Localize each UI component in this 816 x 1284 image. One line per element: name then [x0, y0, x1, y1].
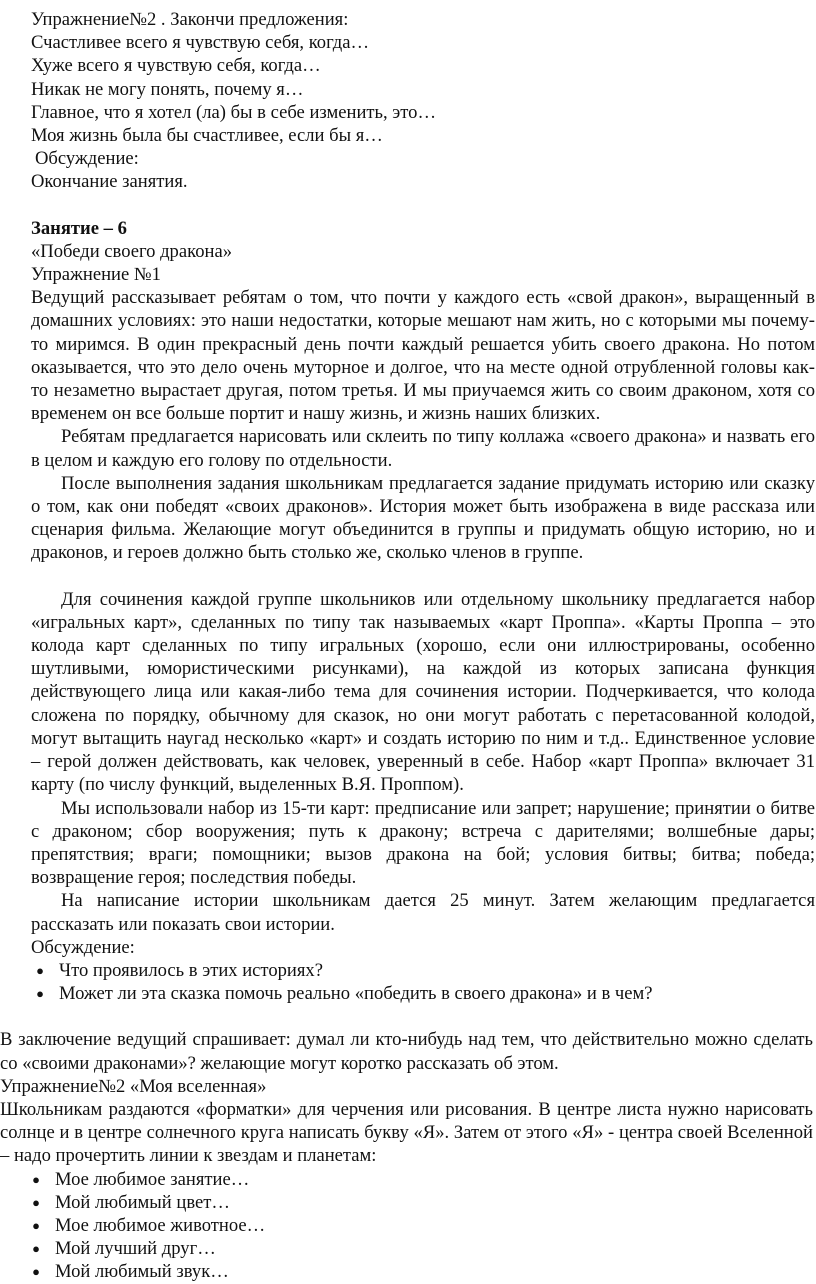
universe-items-list — [27, 1168, 813, 1284]
sentence-line: Никак не могу понять, почему я… — [31, 78, 304, 100]
exercise2-my-universe-header: Упражнение№2 «Моя вселенная» — [0, 1075, 267, 1097]
spacer — [0, 1005, 816, 1028]
list-item-text: Может ли эта сказка помочь реально «победить в своего дракона» и в чем? — [59, 983, 653, 1005]
list-item — [31, 982, 815, 1005]
document-page — [0, 8, 816, 1284]
sentence-line: Моя жизнь была бы счастливее, если бы я… — [31, 125, 383, 147]
exercise1-header: Упражнение №1 — [31, 264, 161, 286]
discussion-label: Обсуждение: — [35, 148, 139, 170]
bullet-icon: ● — [32, 1217, 40, 1233]
spacer — [31, 194, 815, 217]
discussion-questions-list — [31, 959, 815, 1005]
bullet-icon: ● — [32, 1194, 40, 1210]
bullet-icon: ● — [36, 962, 44, 978]
paragraph-time-limit: На написание истории школьникам дается 25 минут. Затем желающим предлагается рассказать или показать свои истории. — [31, 890, 815, 935]
exercise2-header: Упражнение№2 . Закончи предложения: — [31, 9, 349, 30]
list-item — [27, 1260, 813, 1283]
paragraph-story-task: После выполнения задания школьникам предлагается задание придумать историю или сказку о том, как они победят «своих драконов». История может быть изображена в виде рассказа или сценария фильма. Желающие могут объединится в группы и придумать общую историю, но и драконов, и героев должно быть столько же, сколько членов в группе. — [31, 472, 815, 564]
list-item — [27, 1168, 813, 1191]
list-item — [27, 1191, 813, 1214]
list-item-text: Мой лучший друг… — [55, 1238, 216, 1260]
paragraph-draw-dragon: Ребятам предлагается нарисовать или склеить по типу коллажа «своего дракона» и назвать его в целом и каждую его голову по отдельности. — [31, 426, 815, 471]
sentence-line: Хуже всего я чувствую себя, когда… — [31, 55, 321, 77]
list-item-text: Что проявилось в этих историях? — [59, 959, 323, 981]
list-item — [27, 1214, 813, 1237]
discussion-label: Обсуждение: — [31, 936, 135, 958]
list-item-text: Мое любимое занятие… — [55, 1168, 250, 1190]
paragraph-propp-cards: Для сочинения каждой группе школьников или отдельному школьнику предлагается набор «игральных карт», сделанных по типу так называемых «карт Проппа». «Карты Проппа – это колода карт сделанных по типу игральных (хорошо, если они иллюстрированы, особенно шутливыми, юмористическими рисунками), на каждой из которых записана функция действующего лица или какая-либо тема для сочинения истории. Подчеркивается, что колода сложена по порядку, обычному для сказок, но они могут работать с перетасованной колодой, могут вытащить наугад несколько «карт» и создать историю по ним и т.д.. Единственное условие – герой должен действовать, как человек, уверенный в себе. Набор «карт Проппа» включает 31 карту (по числу функций, выделенных В.Я. Проппом). — [31, 588, 815, 796]
list-item-text: Мой любимый звук… — [55, 1261, 229, 1283]
bullet-icon: ● — [36, 986, 44, 1002]
section-conclusion — [0, 1028, 813, 1283]
paragraph-conclusion: В заключение ведущий спрашивает: думал ли кто-нибудь над тем, что действительно можно сделать со «своими драконами»? желающие могут коротко рассказать об этом. — [0, 1029, 813, 1074]
paragraph-card-set: Мы использовали набор из 15-ти карт: предписание или запрет; нарушение; принятии о битве с драконом; сбор вооружения; путь к дракону; встреча с дарителями; волшебные дары; препятствия; враги; помощники; вызов дракона на бой; условия битвы; битва; победа; возвращение героя; последствия победы. — [31, 797, 815, 889]
lesson-title: Занятие – 6 — [31, 217, 127, 239]
bullet-icon: ● — [32, 1171, 40, 1187]
list-item-text: Мой любимый цвет… — [55, 1191, 230, 1213]
list-item-text: Мое любимое животное… — [55, 1214, 266, 1236]
spacer — [31, 565, 815, 588]
sentence-line: Счастливее всего я чувствую себя, когда… — [31, 32, 370, 54]
lesson-ending: Окончание занятия. — [31, 171, 188, 193]
paragraph-dragon-intro: Ведущий рассказывает ребятам о том, что почти у каждого есть «свой дракон», выращенный в домашних условиях: это наши недостатки, которые мешают нам жить, но с которыми мы почему-то миримся. В один прекрасный день почти каждый решается убить своего дракона. Но потом оказывается, что это дело очень муторное и долгое, что на месте одной отрубленной головы как-то незаметно вырастает другая, потом третья. И мы приучаемся жить со своим драконом, хотя со временем он все больше портит и нашу жизнь, и жизнь наших близких. — [31, 287, 815, 425]
lesson-subtitle: «Победи своего дракона» — [31, 240, 232, 262]
bullet-icon: ● — [32, 1264, 40, 1280]
list-item — [31, 959, 815, 982]
bullet-icon: ● — [32, 1241, 40, 1257]
list-item — [27, 1237, 813, 1260]
sentence-line: Главное, что я хотел (ла) бы в себе изменить, это… — [31, 101, 437, 123]
paragraph-my-universe: Школьникам раздаются «форматки» для черчения или рисования. В центре листа нужно нарисовать солнце и в центре солнечного круга написать букву «Я». Затем от этого «Я» - центра своей Вселенной – надо прочертить линии к звездам и планетам: — [0, 1098, 813, 1167]
section-complete-sentences — [31, 8, 815, 1005]
